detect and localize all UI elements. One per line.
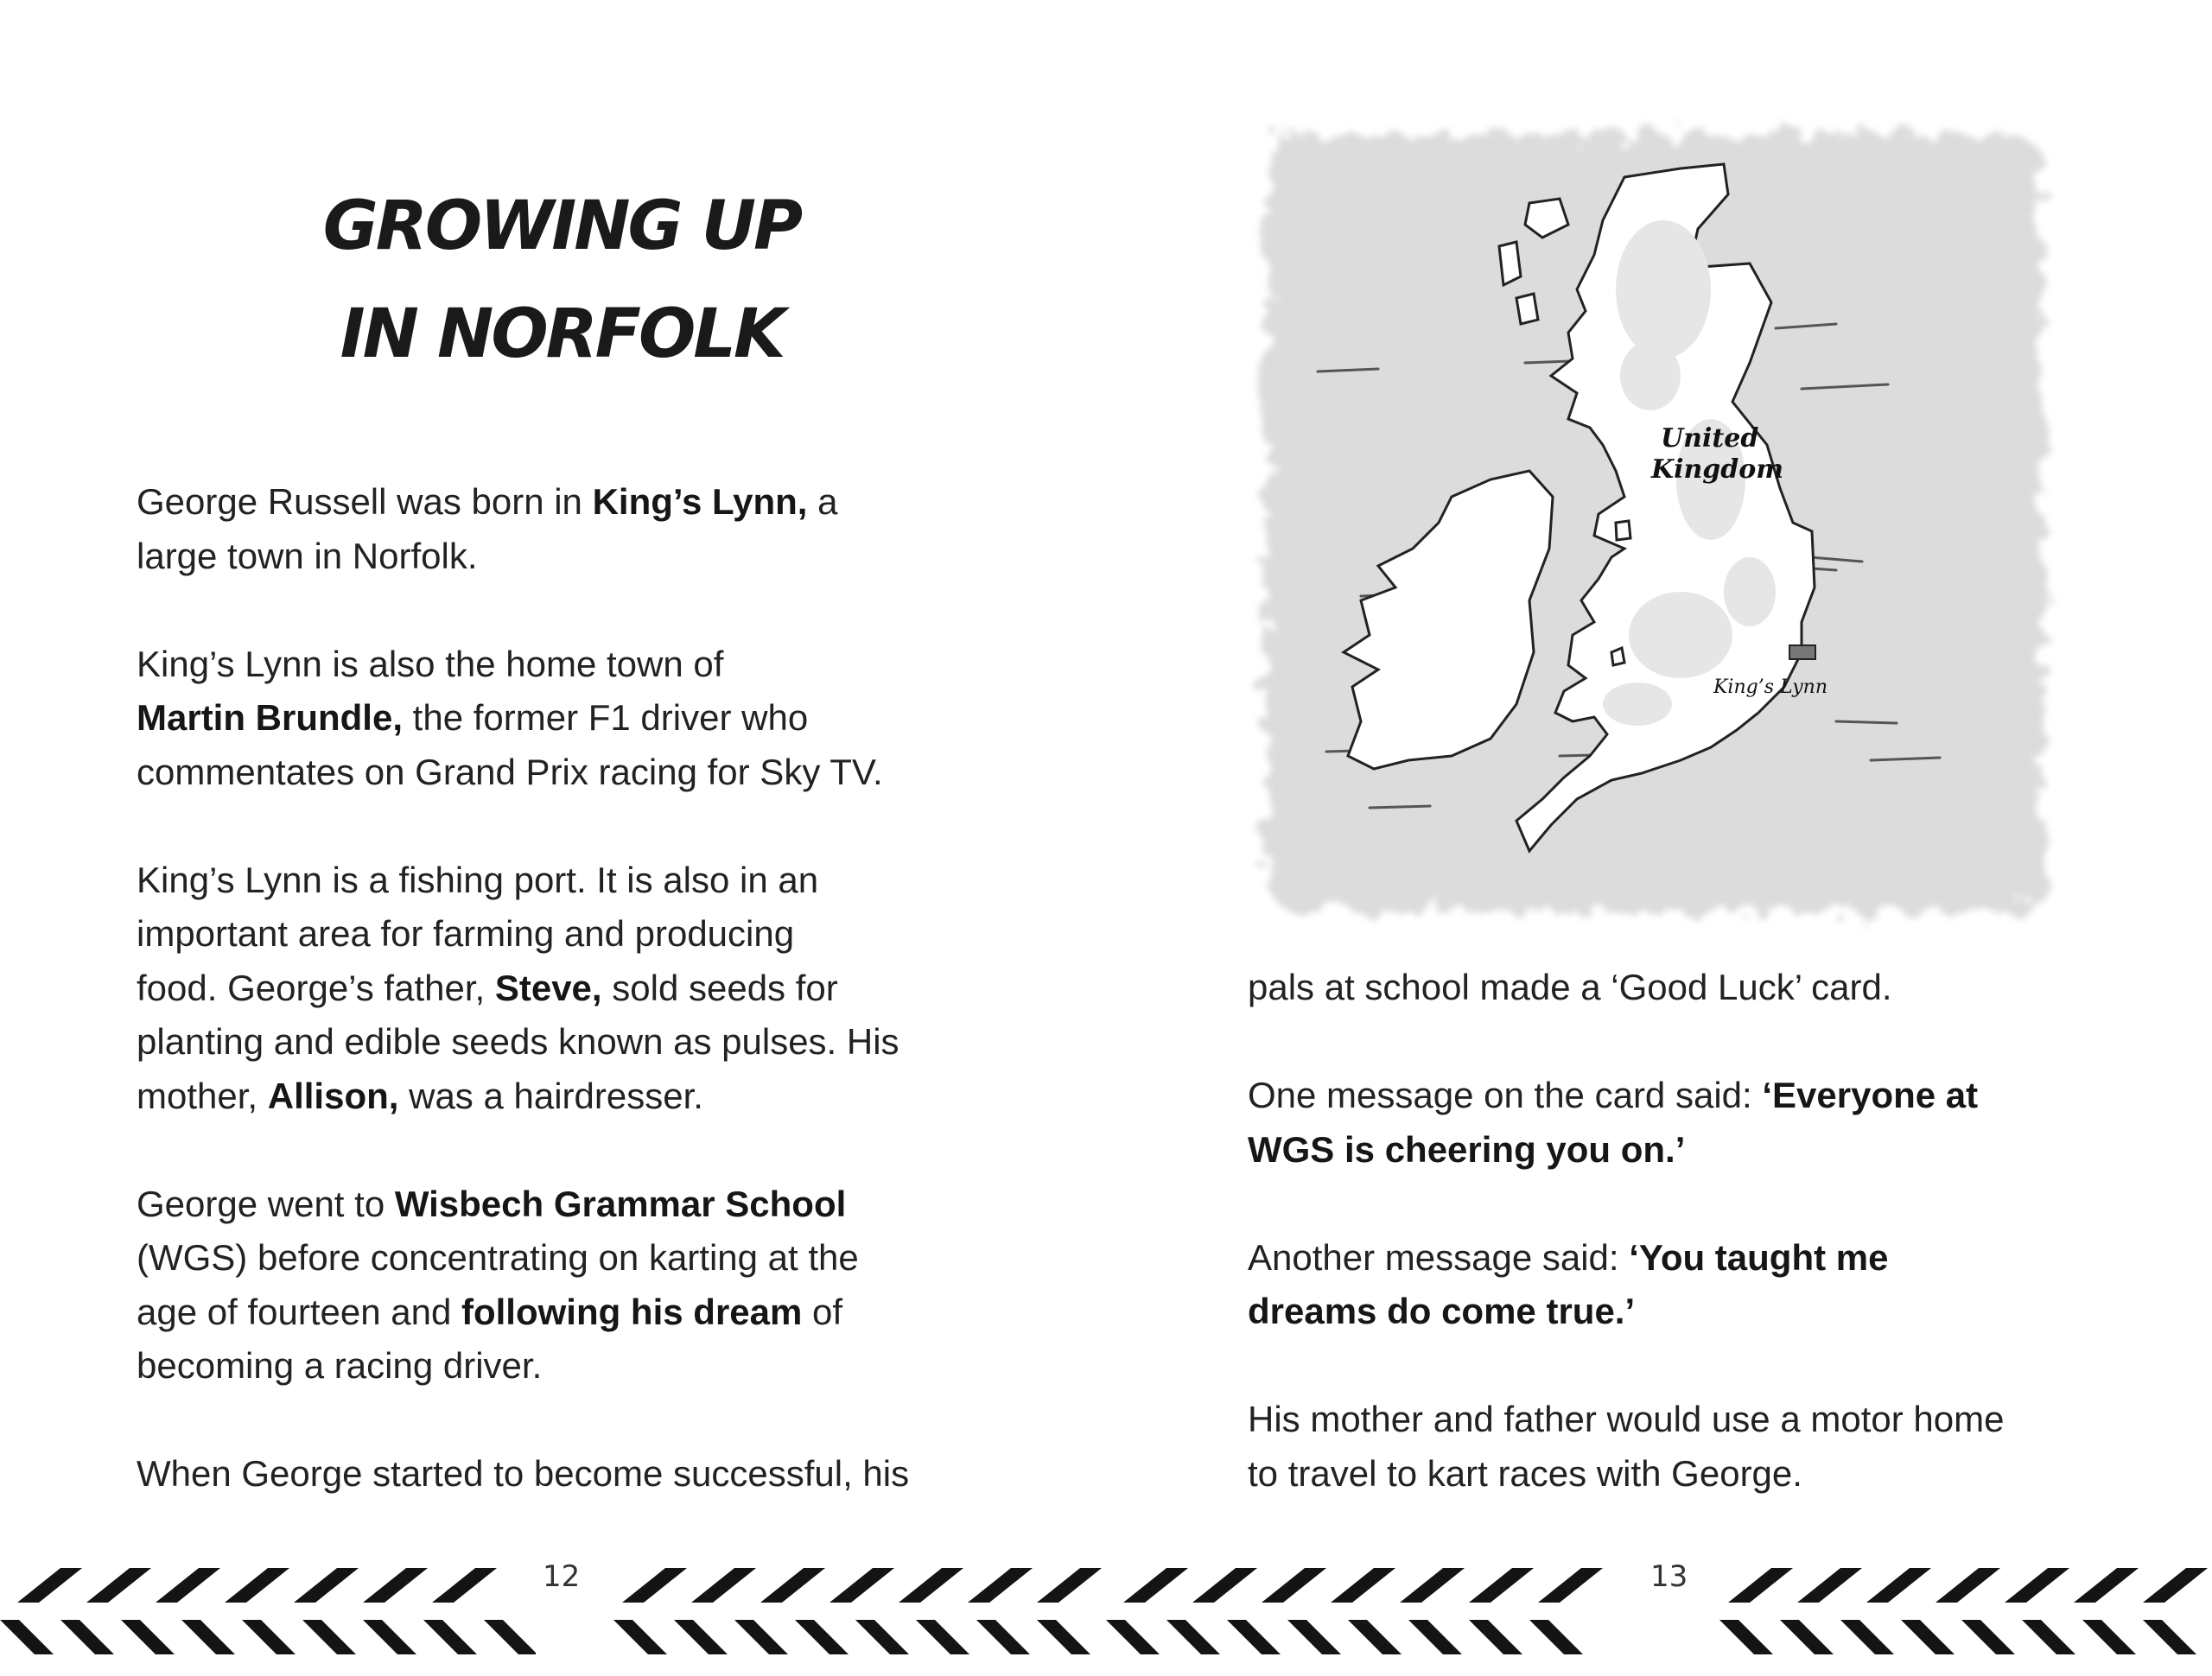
tyre-tread-row [1123, 1568, 1603, 1603]
emphasis-text: Martin Brundle, [137, 697, 404, 738]
map-icon [1231, 117, 2078, 937]
text-run: When George started to become successful, his [137, 1453, 910, 1494]
text-run: George Russell was born in [137, 481, 593, 522]
text-run: pals at school made a ‘Good Luck’ card. [1248, 967, 1892, 1007]
text-run: One message on the card said: [1248, 1075, 1763, 1115]
text-run: George went to [137, 1183, 395, 1224]
paragraph [137, 1447, 1009, 1501]
paragraph [1248, 1069, 2120, 1177]
tyre-tread-row [17, 1568, 497, 1603]
map-label-country-line-1: United [1661, 423, 1759, 454]
page-number: 13 [1650, 1559, 1688, 1594]
paragraph [1248, 961, 2120, 1015]
tyre-track-icon [1106, 1551, 1624, 1672]
text-run: sold seeds for planting and edible seeds known as pulses. His mother, [137, 967, 899, 1116]
tyre-track-icon [1711, 1551, 2212, 1672]
tyre-track-icon [605, 1551, 1106, 1672]
paragraph [137, 475, 1009, 583]
text-run: was a hairdresser. [398, 1075, 703, 1116]
paragraph [137, 854, 1009, 1124]
paragraph [1248, 1231, 2120, 1339]
text-run: His mother and father would use a motor home to travel to kart races with George. [1248, 1399, 2005, 1494]
tyre-track-icon [0, 1551, 536, 1672]
emphasis-text: ‘Everyone at WGS is cheering you on.’ [1248, 1075, 1979, 1170]
tyre-tread-row [1106, 1620, 1583, 1654]
chapter-title [173, 173, 950, 389]
kings-lynn-marker [1789, 645, 1815, 659]
emphasis-text: following his dream [461, 1291, 803, 1332]
right-page [1106, 0, 2212, 1676]
emphasis-text: ‘You taught me dreams do come true.’ [1248, 1236, 1889, 1331]
page-number: 12 [543, 1559, 581, 1594]
text-run: a large town in Norfolk. [137, 481, 838, 576]
tyre-tread-row [1728, 1568, 2208, 1603]
left-body-text [137, 475, 1009, 1555]
text-run: (WGS) before concentrating on karting at the age of fourteen and [137, 1237, 859, 1332]
text-run: the former F1 driver who commentates on Grand Prix racing for Sky TV. [137, 697, 883, 792]
text-run: Another message said: [1248, 1236, 1630, 1278]
map-label-country-line-2: Kingdom [1651, 454, 1783, 485]
right-body-text [1248, 961, 2120, 1555]
paragraph [137, 638, 1009, 800]
text-run: King’s Lynn is also the home town of [137, 643, 724, 684]
tyre-tread-row [0, 1620, 536, 1654]
emphasis-text: Allison, [267, 1075, 399, 1116]
chapter-title-line-2: IN NORFOLK [340, 295, 784, 373]
emphasis-text: King’s Lynn, [592, 481, 808, 522]
paragraph [137, 1178, 1009, 1393]
text-run: King’s Lynn is a fishing port. It is also in an important area for farming and producing food. George’s father, [137, 859, 819, 1008]
tyre-tread-row [613, 1620, 1090, 1654]
emphasis-text: Wisbech Grammar School [394, 1183, 847, 1224]
map-label-town: King’s Lynn [1713, 676, 1827, 698]
chapter-title-line-1: GROWING UP [322, 187, 801, 265]
paragraph [1248, 1393, 2120, 1501]
text-run: of becoming a racing driver. [137, 1291, 843, 1386]
emphasis-text: Steve, [494, 967, 602, 1008]
tyre-tread-row [1719, 1620, 2196, 1654]
uk-map-illustration [1231, 117, 2078, 937]
tyre-tread-row [622, 1568, 1102, 1603]
